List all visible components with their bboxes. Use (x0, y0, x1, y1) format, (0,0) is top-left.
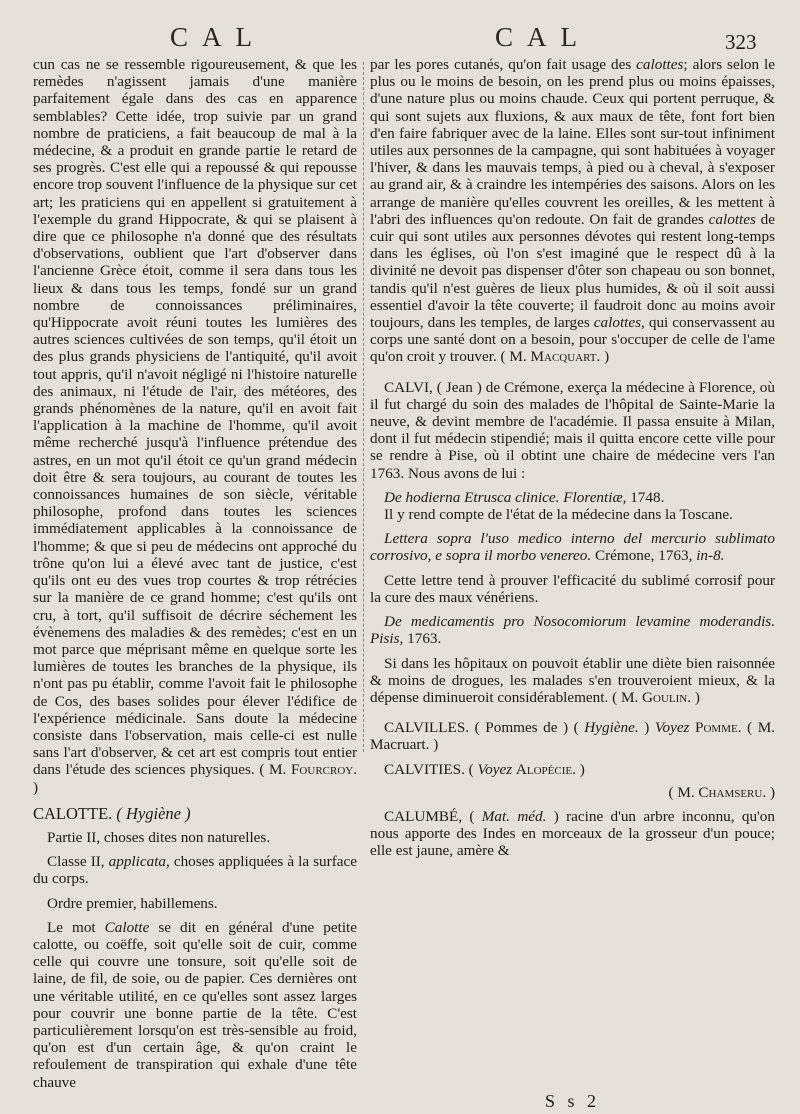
work-title-3: De medicamentis pro Nosocomiorum levamine moderandis. Pisis, 1763. (370, 613, 775, 648)
entry-calvities: CALVITIES. ( Voyez Alopécie. ) (384, 760, 585, 778)
signature-mark: S s 2 (545, 1091, 601, 1111)
entry-heading-calvi: CALVI (384, 378, 430, 396)
left-column (33, 56, 357, 1091)
paragraph-calotte-continued: par les pores cutanés, qu'on fait usage des calottes; alors selon le plus ou le moins de besoin, on les prend plus ou moins épaisses, d'une nature plus ou moins chaude. Ceux qui portent perruque, & qui sont sujets aux fluxions, & aux maux de tête, font fort bien d'en faire fabriquer avec de la laine. Elles sont sur-tout infiniment utiles aux personnes de la campagne, qui sont habituées à voyager l'hiver, & dans les mauvais temps, à pied ou à cheval, à s'exposer au grand air, & à craindre les intempéries des saisons. Alors on les arrange de manière qu'elles couvrent les oreilles, & les mettent à l'abri des influences qu'on redoute. On fait de grandes calottes de cuir qui sont utiles aux personnes dévotes qui restent long-temps dans les églises, où l'on s'est imaginé que le respect dû à la divinité ne devoit pas dispenser d'ôter son chapeau ou son bonnet, tandis qu'il n'est guères de lieux plus humides, & où il soit aussi essentiel d'avoir la tête couverte; il faudroit donc au moins avoir toujours, dans les temples, de larges calottes, qui conservassent au corps une santé dont on a besoin, pour s'occuper de celle de l'ame qu'on croit y trouver. ( M. Macquart. ) (370, 56, 776, 366)
entry-calumbe: CALUMBÉ, ( Mat. méd. ) racine d'un arbre inconnu, qu'on nous apporte des Indes en morceaux de la grosseur d'un pouce; elle est jaune, amère & (370, 807, 775, 860)
paragraph-observation: cun cas ne se ressemble rigoureusement, & que les remèdes n'agissent jamais d'une manière parfaitement égale dans des cas en apparence semblables? Cette idée, trop suivie par un grand nombre de praticiens, a fait beaucoup de mal à la médecine, & a produit en grande partie le retard de ses progrès. C'est elle qui a repoussé & qui repousse encore trop souvent l'influence de la physique sur cet art; les praticiens qui en appellent si gratuitement à l'exemple du grand Hippocrate, & qui se plaisent à dire que ce philosophe n'a donné que des résultats d'observations, oublient que l'art d'observer dans l'ancienne Grèce étoit, comme il sera dans tous les lieux & dans tous les temps, fondé sur un grand nombre de connoissances préliminaires, qu'Hippocrate avoit réuni toutes les lumières des autres sciences cultivées de son temps, qu'il étoit un des plus grands physiciens de l'antiquité, qu'il avoit tout appris, qu'il n'avoit négligé ni l'histoire naturelle des animaux, ni l'étude de l'air, des météores, des grands phénomènes de la nature, qu'il en avoit fait l'application à la machine de l'homme, qu'il avoit même recherché jusqu'à l'influence prétendue des astres, en un mot qu'il étoit ce qu'un grand médecin doit être & sera toujours, au courant de toutes les connoissances humaines de son siècle, véritable philosophe, profond dans toutes les sciences immédiatement applicables à la connoissance de l'homme; & que si peu de médecins ont approché du trône qu'on lui a élevé avec tant de justice, c'est qu'ils ont eu des vues trop courtes & trop rétrécies sur la manière de ce grand homme; c'est qu'ils ont cru, à tort, qu'il suffisoit de décrire séchement les évènemens des maladies & des remèdes; c'est en un mot parce que méprisant même en quelque sorte les lumières de toutes les branches de la physique, ils n'ont pas pu établir, comme l'avoit fait le philosophe de Cos, des bases solides pour élever l'édifice de l'expérience médicinale. Sans doute la médecine consiste dans l'observation, mais celle-ci est nulle sans l'art d'observer, & cet art est compris tout entier dans l'étude des sciences physiques. ( M. Fourcroy. ) (33, 56, 358, 796)
entry-heading-calumbe: CALUMBÉ (384, 807, 459, 825)
work-desc-3: Si dans les hôpitaux on pouvoit établir une diète bien raisonnée & moins de drogues, les malades s'en trouveroient mieux, & la dépense diminueroit considérablement. ( M. Goulin. ) (370, 654, 775, 706)
running-head-right: CAL (495, 22, 591, 52)
entry-calvilles: CALVILLES. ( Pommes de ) ( Hygiène. ) Voyez Pomme. ( M. Macruart. ) (370, 719, 775, 754)
column-divider (363, 62, 364, 752)
right-column (370, 56, 775, 860)
work-desc-1: Il y rend compte de l'état de la médecine dans la Toscane. (384, 506, 733, 524)
page-number: 323 (725, 30, 757, 54)
entry-heading-calvities: CALVITIES. (384, 760, 465, 778)
work-title-1: De hodierna Etrusca clinice. Florentiæ, 1748. (384, 488, 665, 506)
cross-reference: Pomme (695, 719, 738, 737)
work-desc-2: Cette lettre tend à prouver l'efficacité du sublimé corrosif pour la cure des maux vénériens. (370, 571, 775, 606)
entry-calvi: CALVI, ( Jean ) de Crémone, exerça la médecine à Florence, où il fut chargé du soin des malades de l'hôpital de Sainte-Marie la neuve, & devint membre de l'académie. Il passa ensuite à Milan, dont il fut médecin stipendié; mais il quitta encore cette ville pour se rendre à Pise, où il obtint une chaire de médecine vers l'an 1763. Nous avons de lui : (370, 378, 775, 482)
cross-reference: Alopécie (515, 760, 573, 778)
signature-line: ( M. Chamseru. ) (668, 783, 775, 801)
entry-heading-calotte: CALOTTE. ( Hygiène ) (33, 803, 191, 823)
running-head-left: CAL (170, 22, 266, 52)
classification-classe: Classe II, applicata, choses appliquées à la surface du corps. (33, 853, 357, 888)
classification-ordre: Ordre premier, habillemens. (47, 894, 218, 912)
classification-partie: Partie II, choses dites non naturelles. (47, 828, 271, 846)
author-signature: Macquart (530, 348, 597, 366)
author-signature: Fourcroy (290, 761, 354, 779)
entry-heading-calvilles: CALVILLES. (384, 719, 470, 737)
author-signature: Chamseru (698, 783, 763, 801)
author-signature: Goulin (642, 688, 688, 706)
paragraph-calotte: Le mot Calotte se dit en général d'une petite calotte, ou coëffe, soit qu'elle soit de cuir, comme celle qui couvre une tonsure, soit qu'elle soit de laine, de fil, de soie, ou de papier. Ces dernières ont une véritable utilité, en ce qu'elles sont assez larges pour couvrir une bonne partie de la tête. C'est particulièrement lorsqu'on est très-sensible au froid, qu'on est d'un certain âge, & qu'on craint le refoulement de transpiration qui exhale d'une tête chauve (33, 918, 358, 1091)
work-title-2: Lettera sopra l'uso medico interno del mercurio sublimato corrosivo, e sopra il morbo venereo. Crémone, 1763, in-8. (370, 530, 775, 565)
